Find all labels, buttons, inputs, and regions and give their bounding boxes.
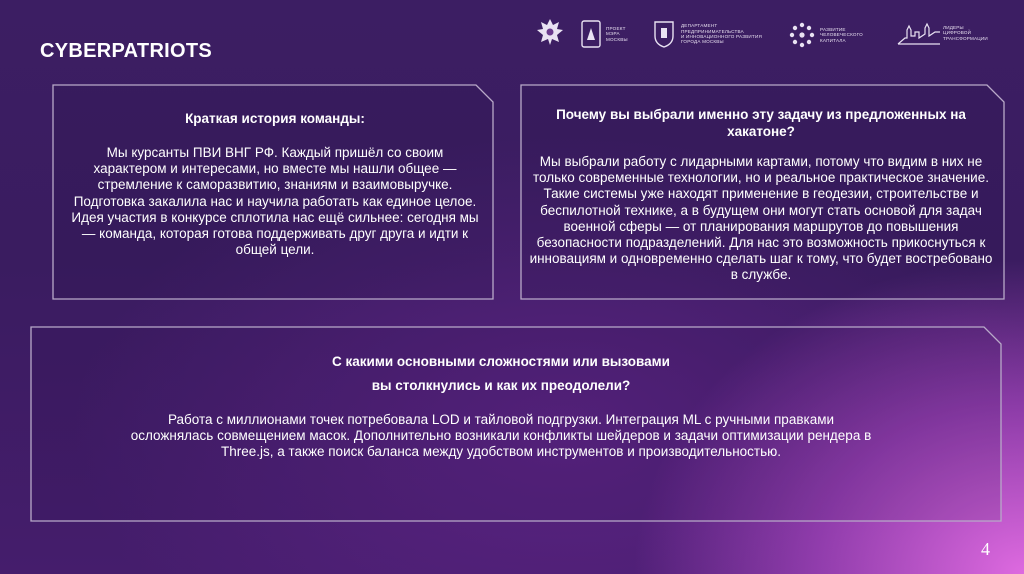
department-logo: ДЕПАРТАМЕНТ ПРЕДПРИНИМАТЕЛЬСТВА И ИННОВАЦИОННОГО РАЗВИТИЯ ГОРОДА МОСКВЫ <box>653 20 762 48</box>
team-history-answer: Мы курсанты ПВИ ВНГ РФ. Каждый пришёл со своим характером и интересами, но вместе мы нашли общее — стремление к саморазвитию, знаниям и взаимовыручке. Подготовка закалила нас и научила работать как единое целое. Идея участия в конкурсе сплотила нас ещё сильнее: сегодня мы — команда, которая готова поддерживать друг друга и идти к общей цели. <box>71 145 479 258</box>
coat-of-arms-icon <box>653 20 675 48</box>
emblem-logo <box>535 16 565 48</box>
challenges-question-line2: вы столкнулись и как их преодолели? <box>371 378 631 393</box>
digital-leaders-logo: ЛИДЕРЫ ЦИФРОВОЙ ТРАНСФОРМАЦИИ <box>897 20 988 46</box>
challenges-question-line1: С какими основными сложностями или вызовами <box>332 354 670 369</box>
team-history-question: Краткая история команды: <box>185 111 365 126</box>
dots-circle-icon <box>789 22 815 48</box>
city-skyline-icon <box>897 20 941 46</box>
eagle-emblem-icon <box>535 16 565 48</box>
project-mayor-logo: ПРОЕКТ МЭРА МОСКВЫ <box>581 20 628 48</box>
human-capital-logo: РАЗВИТИЕ ЧЕЛОВЕЧЕСКОГО КАПИТАЛА <box>789 22 863 48</box>
moscow-shield-icon <box>581 20 601 48</box>
task-choice-answer: Мы выбрали работу с лидарными картами, потому что видим в них не только современные технологии, но и реальное практическое значение. Такие системы уже находят применение в геодезии, строительстве и беспилотной технике, а в будущем они могут стать основой для задач военной сферы — от планирования маршрутов до повышения безопасности подразделений. Для нас это возможность прикоснуться к инновациям и одновременно сделать шаг к тому, что будет востребовано в службе. <box>529 154 993 283</box>
team-history-panel <box>52 84 494 300</box>
task-choice-question: Почему вы выбрали именно эту задачу из предложенных на хакатоне? <box>556 107 966 139</box>
challenges-panel <box>30 326 1002 522</box>
page-number: 4 <box>981 539 990 559</box>
task-choice-panel <box>520 84 1005 300</box>
challenges-answer: Работа с миллионами точек потребовала LOD и тайловой подгрузки. Интеграция ML с ручными правками осложнялась совмещением масок. Дополнительно возникали конфликты шейдеров и задачи оптимизации рендера в Three.js, а также поиск баланса между удобством инструментов и производительностью. <box>130 412 872 460</box>
slide-title: CYBERPATRIOTS <box>40 40 213 62</box>
partner-logos <box>535 14 1015 58</box>
